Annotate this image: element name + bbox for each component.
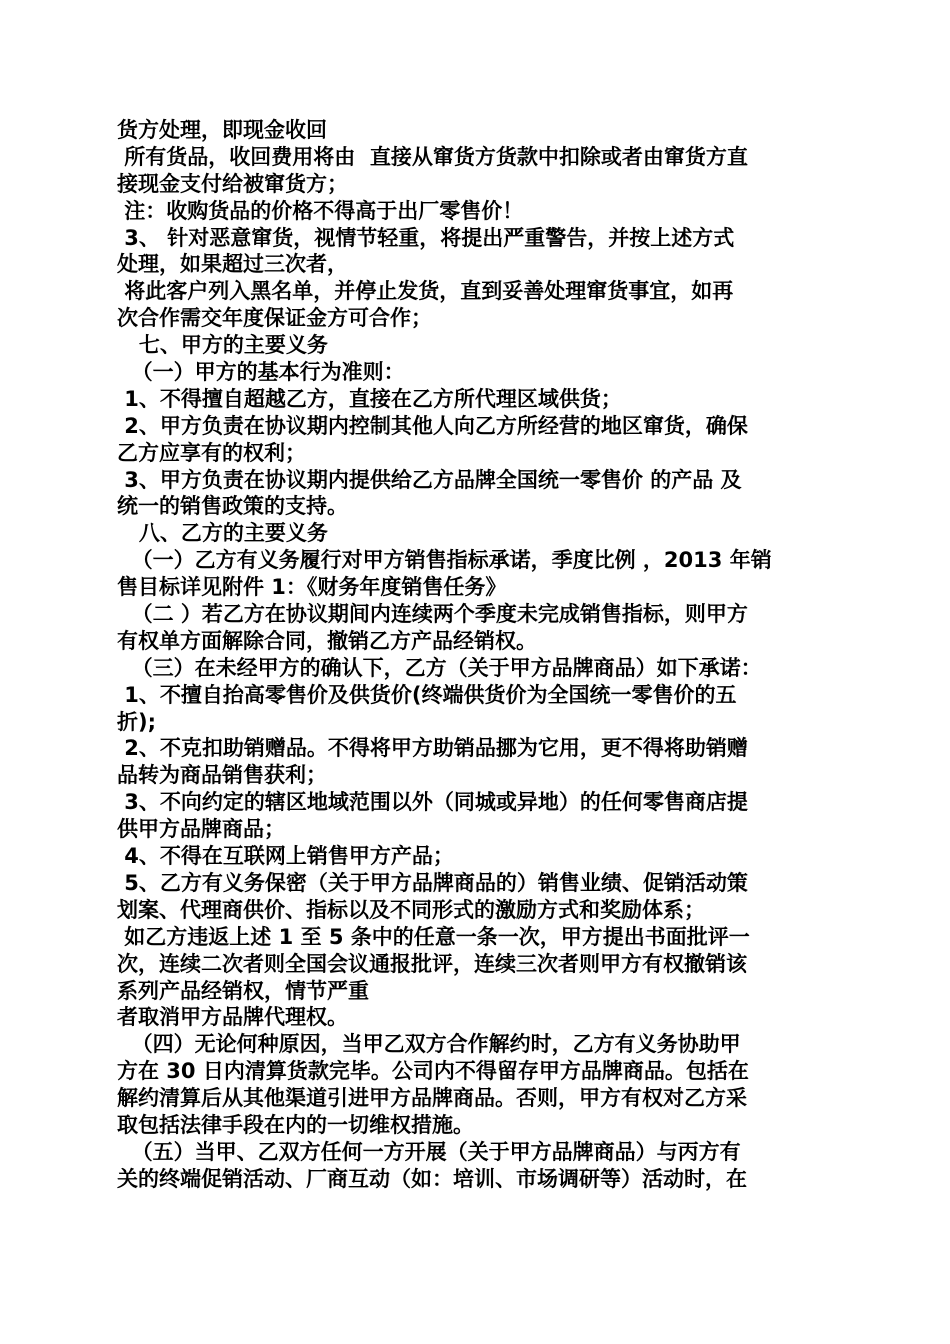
document-text-line: 次，连续二次者则全国会议通报批评，连续三次者则甲方有权撤销该 bbox=[117, 951, 747, 976]
document-text-line: 方在 30 日内清算货款完毕。公司内不得留存甲方品牌商品。包括在 bbox=[117, 1059, 749, 1084]
document-text-line: （三）在未经甲方的确认下，乙方（关于甲方品牌商品）如下承诺： bbox=[117, 655, 762, 680]
document-text-line: 乙方应享有的权利； bbox=[117, 440, 306, 465]
document-text-line: 接现金支付给被窜货方； bbox=[117, 171, 348, 196]
document-text-line: （二 ）若乙方在协议期间内连续两个季度未完成销售指标，则甲方 bbox=[117, 602, 748, 627]
document-text-line: 3、 针对恶意窜货，视情节轻重，将提出严重警告，并按上述方式 bbox=[117, 225, 735, 250]
document-text-line: 处理，如果超过三次者， bbox=[117, 252, 348, 277]
document-text-line: 2、甲方负责在协议期内控制其他人向乙方所经营的地区窜货，确保 bbox=[117, 413, 748, 438]
document-text-line: （一）乙方有义务履行对甲方销售指标承诺，季度比例 ，2013 年销 bbox=[117, 548, 772, 573]
document-text-line: 者取消甲方品牌代理权。 bbox=[117, 1005, 348, 1030]
document-text-line: 八、乙方的主要义务 bbox=[117, 521, 328, 546]
document-text-line: 3、不向约定的辖区地域范围以外（同城或异地）的任何零售商店提 bbox=[117, 790, 748, 815]
document-text-line: 将此客户列入黑名单，并停止发货，直到妥善处理窜货事宜，如再 bbox=[117, 279, 734, 304]
document-text-line: 1、不擅自抬高零售价及供货价(终端供货价为全国统一零售价的五 bbox=[117, 682, 737, 707]
document-text-line: 系列产品经销权，情节严重 bbox=[117, 978, 369, 1003]
document-text-line: 2、不克扣助销赠品。不得将甲方助销品挪为它用，更不得将助销赠 bbox=[117, 736, 748, 761]
document-text-line: 5、乙方有义务保密（关于甲方品牌商品的）销售业绩、促销活动策 bbox=[117, 870, 748, 895]
document-text-line: 注：收购货品的价格不得高于出厂零售价！ bbox=[117, 198, 524, 223]
document-text-line: 3、甲方负责在协议期内提供给乙方品牌全国统一零售价 的产品 及 bbox=[117, 467, 742, 492]
document-text-line: 折); bbox=[117, 709, 156, 734]
document-text-line: 1、不得擅自超越乙方，直接在乙方所代理区域供货； bbox=[117, 386, 622, 411]
document-text-line: 次合作需交年度保证金方可合作； bbox=[117, 306, 432, 331]
document-text-line: 所有货品，收回费用将由 直接从窜货方货款中扣除或者由窜货方直 bbox=[117, 144, 748, 169]
document-text-line: 品转为商品销售获利； bbox=[117, 763, 327, 788]
document-text-line: 有权单方面解除合同，撤销乙方产品经销权。 bbox=[117, 628, 537, 653]
document-text-line: 解约清算后从其他渠道引进甲方品牌商品。否则，甲方有权对乙方采 bbox=[117, 1086, 747, 1111]
document-text-line: （五）当甲、乙双方任何一方开展（关于甲方品牌商品）与丙方有 bbox=[117, 1139, 741, 1164]
document-text-line: 划案、代理商供价、指标以及不同形式的激励方式和奖励体系； bbox=[117, 897, 705, 922]
document-text-line: 统一的销售政策的支持。 bbox=[117, 494, 348, 519]
document-text-line: 取包括法律手段在内的一切维权措施。 bbox=[117, 1112, 474, 1137]
document-text-line: 4、不得在互联网上销售甲方产品； bbox=[117, 844, 454, 869]
document-text-line: 售目标详见附件 1：《财务年度销售任务》 bbox=[117, 575, 507, 600]
document-text-line: 如乙方违返上述 1 至 5 条中的任意一条一次，甲方提出书面批评一 bbox=[117, 924, 750, 949]
document-text-line: （四）无论何种原因，当甲乙双方合作解约时，乙方有义务协助甲 bbox=[117, 1032, 741, 1057]
document-text-line: 七、甲方的主要义务 bbox=[117, 333, 328, 358]
document-text-line: 供甲方品牌商品； bbox=[117, 817, 285, 842]
document-text-line: 货方处理，即现金收回 bbox=[117, 118, 327, 142]
document-body bbox=[117, 117, 833, 1193]
document-text-line: （一）甲方的基本行为准则： bbox=[117, 360, 405, 385]
document-text-line: 关的终端促销活动、厂商互动（如：培训、市场调研等）活动时，在 bbox=[117, 1166, 747, 1191]
